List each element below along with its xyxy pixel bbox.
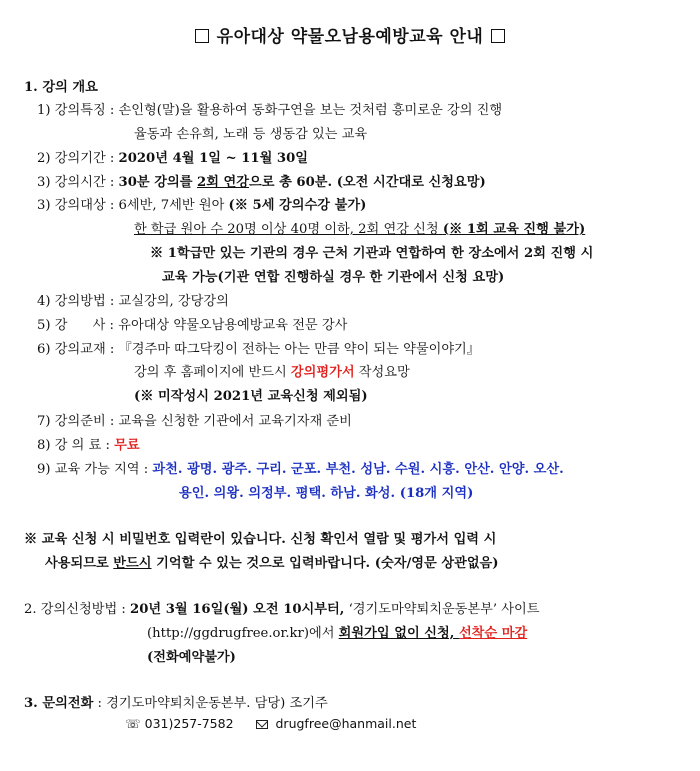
target-line-4: 교육 가능(기관 연합 진행하실 경우 한 기관에서 신청 요망) [162, 270, 505, 285]
contact-row: 3. 문의전화 : 경기도마약퇴치운동본부. 담당) 조기주 [24, 696, 328, 711]
phone-icon: ☏ [125, 716, 141, 731]
target-line-3: ※ 1학급만 있는 기관의 경우 근처 기관과 연합하여 한 장소에서 2회 진행 시 [150, 246, 594, 261]
fee-value: 무료 [114, 438, 140, 453]
section-1-heading: 1. 강의 개요 [24, 80, 98, 95]
material-label: 6) 강의교재 : [37, 342, 115, 357]
apply-line-3: (전화예약불가) [147, 650, 236, 665]
method-label: 4) 강의방법 : [37, 294, 115, 309]
notice-line-2: 사용되므로 반드시 기억할 수 있는 것으로 입력바랍니다. (숫자/영문 상관없음) [45, 556, 499, 571]
target-row: 3) 강의대상 : 6세반, 7세반 원아 (※ 5세 강의수강 불가) [37, 198, 367, 213]
material-line-2: 강의 후 홈페이지에 반드시 강의평가서 작성요망 [134, 365, 410, 380]
area-row [37, 458, 564, 477]
lecturer-label: 5) 강 사 : [37, 318, 114, 333]
contact-details [125, 716, 416, 731]
lecturer-row: 5) 강 사 : 유아대상 약물오남용예방교육 전문 강사 [37, 318, 348, 333]
apply-row: 2. 강의신청방법 : 20년 3월 16일(월) 오전 10시부터, ‘경기도마약퇴치운동본부’ 사이트 [24, 602, 540, 617]
material-line-3: (※ 미작성시 2021년 교육신청 제외됨) [134, 389, 368, 404]
time-emphasis: 2회 연강 [197, 175, 250, 190]
feature-text-2: 율동과 손유희, 노래 등 생동감 있는 교육 [134, 127, 368, 142]
evaluation-form-text: 강의평가서 [290, 365, 355, 380]
prep-label: 7) 강의준비 : [37, 414, 115, 429]
time-label: 3) 강의시간 : [37, 175, 115, 190]
email-address: drugfree@hanmail.net [275, 716, 417, 731]
contact-label: 3. 문의전화 [24, 696, 94, 711]
notice-line-1: ※ 교육 신청 시 비밀번호 입력란이 있습니다. 신청 확인서 열람 및 평가서 입력 시 [24, 532, 497, 547]
phone-number: 031)257-7582 [144, 716, 234, 731]
target-line-2: 한 학급 원아 수 20명 이상 40명 이하, 2회 연강 신청 (※ 1회 교육 진행 불가) [134, 222, 586, 237]
apply-line-2: (http://ggdrugfree.or.kr)에서 회원가입 없이 신청, 선착순 마감 [147, 626, 528, 641]
mail-icon [256, 720, 268, 729]
target-label: 3) 강의대상 : [37, 198, 115, 213]
period-value: 2020년 4월 1일 ~ 11월 30일 [118, 151, 308, 166]
area-list-1: 과천. 광명. 광주. 구리. 군포. 부천. 성남. 수원. 시흥. 안산. 안양. 오산. [152, 462, 564, 477]
feature-text-1: 손인형(말)을 활용하여 동화구연을 보는 것처럼 흥미로운 강의 진행 [118, 103, 503, 118]
feature-label: 1) 강의특징 : [37, 103, 115, 118]
square-icon [491, 29, 505, 43]
apply-label: 2. 강의신청방법 : [24, 602, 126, 617]
period-label: 2) 강의기간 : [37, 151, 115, 166]
material-row: 6) 강의교재 : 『경주마 따그닥킹이 전하는 아는 만큼 약이 되는 약물이야기』 [37, 342, 480, 357]
site-url: (http://ggdrugfree.or.kr)에서 [147, 626, 339, 641]
fee-row [37, 434, 140, 453]
prep-row: 7) 강의준비 : 교육을 신청한 기관에서 교육기자재 준비 [37, 414, 352, 429]
first-come-text: 선착순 마감 [458, 626, 528, 641]
page-title: 유아대상 약물오남용예방교육 안내 [0, 22, 700, 47]
square-icon [195, 29, 209, 43]
area-list-2: 용인. 의왕. 의정부. 평택. 하남. 화성. (18개 지역) [179, 486, 474, 501]
time-row: 3) 강의시간 : 30분 강의를 2회 연강으로 총 60분. (오전 시간대로 신청요망) [37, 175, 486, 190]
area-label: 9) 교육 가능 지역 : [37, 462, 149, 477]
feature-row [37, 99, 502, 118]
period-row [37, 147, 308, 166]
fee-label: 8) 강 의 료 : [37, 438, 110, 453]
method-row: 4) 강의방법 : 교실강의, 강당강의 [37, 294, 229, 309]
